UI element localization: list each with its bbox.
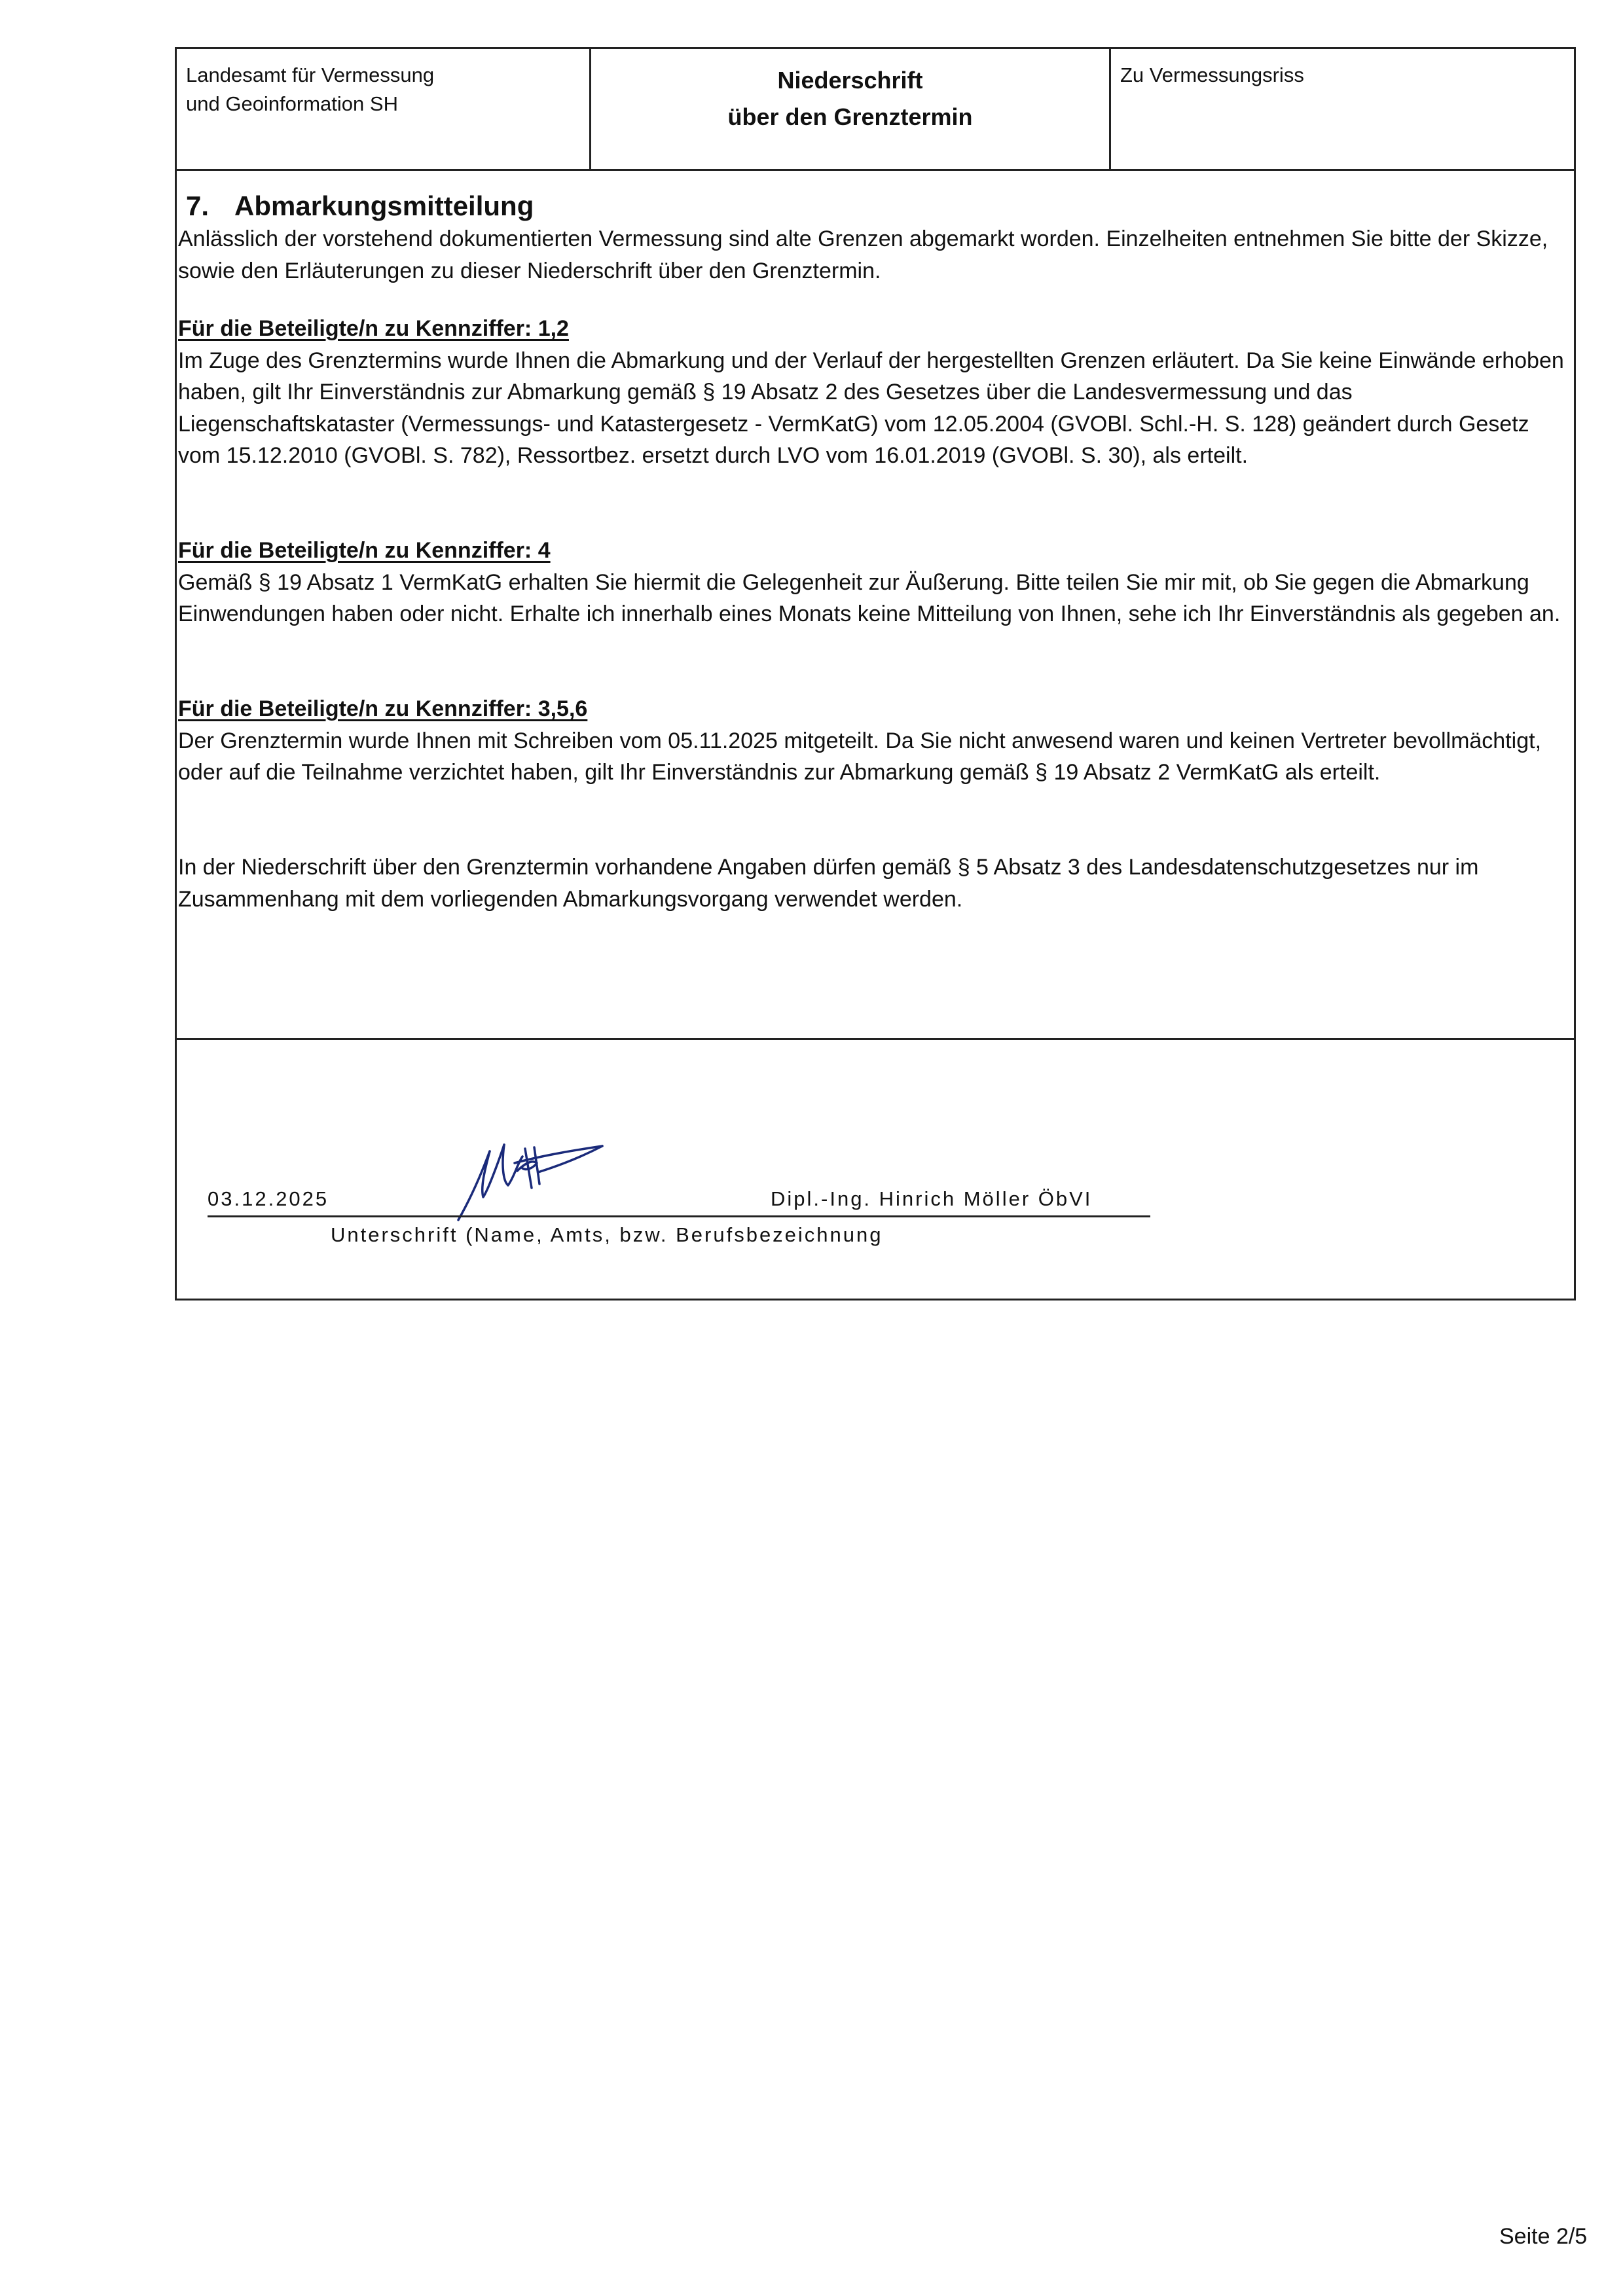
document-header [177, 49, 1574, 171]
block-kennziffer-3-5-6 [178, 693, 1573, 789]
reference-label: Zu Vermessungsriss [1120, 63, 1304, 86]
block-text: Im Zuge des Grenztermins wurde Ihnen die Abmarkung und der Verlauf der hergestellten Grenzen erläutert. Da Sie keine Einwände erhoben haben, gilt Ihr Einverständnis zur Abmarkung gemäß § 19 Absatz 2 des Gesetzes über die Landesvermessung und das Liegenschaftskataster (Vermessungs- und Katastergesetz - VermKatG) vom 12.05.2004 (GVOBl. Schl.-H. S. 128) geändert durch Gesetz vom 15.12.2010 (GVOBl. S. 782), Ressortbez. ersetzt durch LVO vom 16.01.2019 (GVOBl. S. 30), als erteilt. [178, 348, 1564, 468]
signature-block [177, 1040, 1574, 1300]
document-frame [175, 47, 1576, 1300]
block-text: Der Grenztermin wurde Ihnen mit Schreiben vom 05.11.2025 mitgeteilt. Da Sie nicht anwesend waren und keinen Vertreter bevollmächtigt, oder auf die Teilnahme verzichtet haben, gilt Ihr Einverständnis zur Abmarkung gemäß § 19 Absatz 2 VermKatG als erteilt. [178, 728, 1542, 785]
authority-line-2: und Geoinformation SH [186, 92, 398, 115]
block-kennziffer-4 [178, 535, 1573, 630]
section-title: Abmarkungsmitteilung [234, 190, 534, 221]
reference-cell [1111, 49, 1576, 169]
document-title-line-2: über den Grenztermin [727, 103, 973, 130]
closing-paragraph: In der Niederschrift über den Grenztermin vorhandene Angaben dürfen gemäß § 5 Absatz 3 des Landesdatenschutzgesetzes nur im Zusammenhang mit dem vorliegenden Abmarkungsvorgang verwendet werden. [178, 855, 1479, 912]
document-title-cell [589, 49, 1111, 169]
page-number: Seite 2/5 [1499, 2224, 1588, 2249]
signatory-name: Dipl.-Ing. Hinrich Möller ÖbVI [771, 1187, 1093, 1210]
signature-date: 03.12.2025 [208, 1187, 329, 1210]
block-heading: Für die Beteiligte/n zu Kennziffer: 1,2 [178, 316, 569, 341]
handwritten-signature [452, 1125, 622, 1223]
authority-cell [177, 49, 589, 169]
section-heading [186, 190, 534, 222]
signature-caption: Unterschrift (Name, Amts, bzw. Berufsbezeichnung [331, 1223, 883, 1246]
block-heading: Für die Beteiligte/n zu Kennziffer: 3,5,6 [178, 696, 588, 721]
block-kennziffer-1-2 [178, 313, 1573, 472]
block-heading: Für die Beteiligte/n zu Kennziffer: 4 [178, 538, 551, 563]
document-title-line-1: Niederschrift [777, 67, 923, 94]
section-number: 7. [186, 190, 210, 221]
signature-line [208, 1215, 1150, 1217]
block-text: Gemäß § 19 Absatz 1 VermKatG erhalten Sie hiermit die Gelegenheit zur Äußerung. Bitte teilen Sie mir mit, ob Sie gegen die Abmarkung Einwendungen haben oder nicht. Erhalte ich innerhalb eines Monats keine Mitteilung von Ihnen, sehe ich Ihr Einverständnis als gegeben an. [178, 569, 1561, 626]
authority-line-1: Landesamt für Vermessung [186, 63, 435, 86]
section-content [177, 171, 1574, 1040]
intro-paragraph: Anlässlich der vorstehend dokumentierten Vermessung sind alte Grenzen abgemarkt worden. Einzelheiten entnehmen Sie bitte der Skizze, sowie den Erläuterungen zu dieser Niederschrift über den Grenztermin. [178, 226, 1548, 283]
